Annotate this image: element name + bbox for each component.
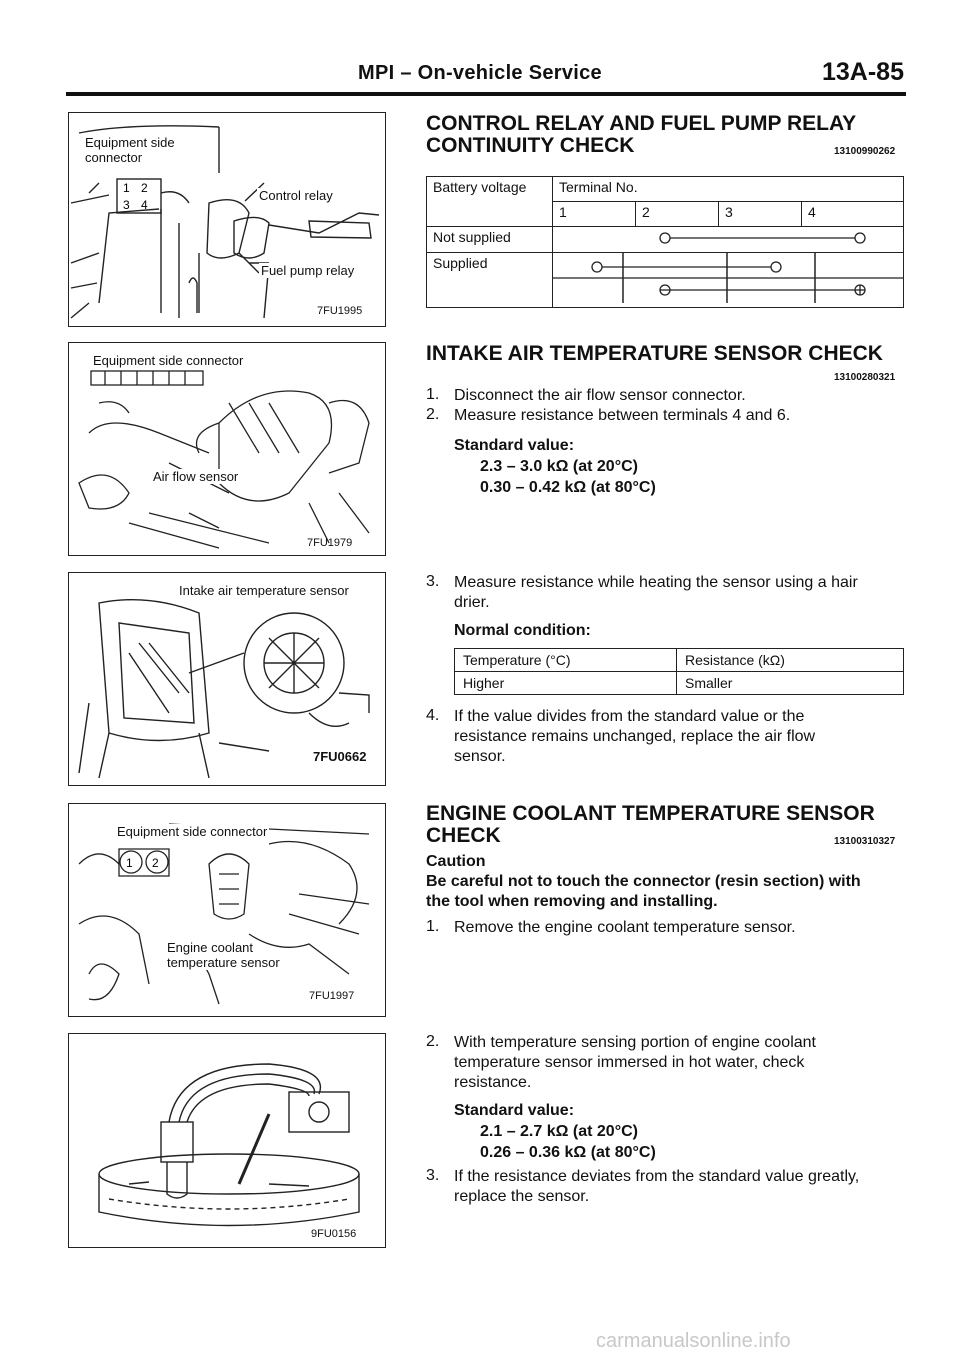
label-engine-coolant: Engine coolant — [167, 940, 254, 955]
coolant-step2-line1: With temperature sensing portion of engine coolant — [454, 1034, 816, 1051]
relay-pin-2: 2 — [141, 181, 148, 195]
label-intake-air-temp-sensor: Intake air temperature sensor — [179, 583, 349, 598]
label-equipment-side-connector: Equipment side connector — [117, 824, 268, 839]
intake-step1-number: 1. — [426, 386, 440, 403]
continuity-not-supplied — [553, 227, 904, 253]
intake-step3-number: 3. — [426, 573, 440, 590]
caution-line1: Be careful not to touch the connector (resin section) with — [426, 873, 861, 890]
figure-sensor-in-water — [68, 1033, 386, 1248]
label-connector: connector — [85, 150, 143, 165]
figure-code: 7FU0662 — [313, 749, 367, 764]
relay-pin-1: 1 — [123, 181, 130, 195]
coolant-step2-line3: resistance. — [454, 1074, 532, 1091]
row-supplied: Supplied — [427, 253, 553, 308]
coolant-step2-number: 2. — [426, 1033, 440, 1050]
intake-step1: Disconnect the air flow sensor connector. — [454, 387, 746, 404]
figure-code: 7FU1997 — [309, 990, 355, 1002]
intake-step3-line1: Measure resistance while heating the sensor using a hair — [454, 574, 858, 591]
label-equipment-side-connector: Equipment side connector — [93, 353, 244, 368]
continuity-2-4-diagram — [553, 227, 903, 249]
label-control-relay: Control relay — [259, 188, 333, 203]
coolant-step3-line2: replace the sensor. — [454, 1188, 590, 1205]
caution-label: Caution — [426, 853, 486, 870]
label-temperature-sensor: temperature sensor — [167, 955, 280, 970]
intake-step4-line3: sensor. — [454, 748, 506, 765]
intake-step4-number: 4. — [426, 707, 440, 724]
figure-code: 7FU1995 — [317, 305, 363, 317]
cell-smaller: Smaller — [677, 672, 904, 695]
intake-standard-label: Standard value: — [454, 437, 575, 454]
coolant-pin-1: 1 — [126, 856, 133, 870]
coolant-step1: Remove the engine coolant temperature sensor. — [454, 919, 796, 936]
page-number: 13A-85 — [822, 58, 904, 86]
watermark: carmanualsonline.info — [596, 1330, 791, 1352]
section-title-relay-line1: CONTROL RELAY AND FUEL PUMP RELAY — [426, 112, 857, 135]
intake-step2-number: 2. — [426, 406, 440, 423]
cell-higher: Higher — [455, 672, 677, 695]
intake-step4-line1: If the value divides from the standard value or the — [454, 708, 805, 725]
terminal-3: 3 — [719, 202, 802, 227]
coolant-standard-80c: 0.26 – 0.36 kΩ (at 80°C) — [480, 1144, 656, 1161]
intake-standard-20c: 2.3 – 3.0 kΩ (at 20°C) — [480, 458, 638, 475]
continuity-supplied-diagram — [553, 253, 903, 303]
terminal-1: 1 — [553, 202, 636, 227]
label-air-flow-sensor: Air flow sensor — [153, 469, 239, 484]
coolant-step1-number: 1. — [426, 918, 440, 935]
coolant-pin-2: 2 — [152, 856, 159, 870]
normal-condition-table — [454, 648, 904, 695]
intake-step4-line2: resistance remains unchanged, replace the air flow — [454, 728, 816, 745]
hot-water-test-illustration — [69, 1034, 385, 1247]
figure-intake-air-temp-sensor — [68, 572, 386, 786]
row-not-supplied: Not supplied — [427, 227, 553, 253]
caution-line2: the tool when removing and installing. — [426, 893, 718, 910]
relay-pin-4: 4 — [141, 198, 148, 212]
coolant-step3-number: 3. — [426, 1167, 440, 1184]
relay-pin-3: 3 — [123, 198, 130, 212]
header-rule — [66, 92, 906, 96]
section-title-intake: INTAKE AIR TEMPERATURE SENSOR CHECK — [426, 342, 883, 365]
figure-relay-location — [68, 112, 386, 327]
header-terminal-no: Terminal No. — [553, 177, 904, 202]
coolant-step2-line2: temperature sensor immersed in hot water, check — [454, 1054, 805, 1071]
figure-coolant-sensor-location — [68, 803, 386, 1017]
section-title-relay-line2: CONTINUITY CHECK — [426, 134, 635, 157]
coolant-step3-line1: If the resistance deviates from the standard value greatly, — [454, 1168, 860, 1185]
section-code-relay: 13100990262 — [834, 146, 896, 157]
intake-step2: Measure resistance between terminals 4 and 6. — [454, 407, 791, 424]
figure-code: 9FU0156 — [311, 1228, 357, 1240]
relay-continuity-table — [426, 176, 904, 308]
section-title-coolant-line1: ENGINE COOLANT TEMPERATURE SENSOR — [426, 802, 875, 825]
terminal-4: 4 — [802, 202, 904, 227]
label-equipment-side: Equipment side — [85, 135, 175, 150]
section-code-coolant: 13100310327 — [834, 836, 896, 847]
label-fuel-pump-relay: Fuel pump relay — [261, 263, 355, 278]
figure-code: 7FU1979 — [307, 537, 353, 549]
terminal-2: 2 — [636, 202, 719, 227]
coolant-standard-20c: 2.1 – 2.7 kΩ (at 20°C) — [480, 1123, 638, 1140]
section-title-coolant-line2: CHECK — [426, 824, 501, 847]
page-header-title: MPI – On-vehicle Service — [358, 62, 602, 84]
intake-step3-line2: drier. — [454, 594, 490, 611]
header-temperature: Temperature (°C) — [455, 649, 677, 672]
coolant-standard-label: Standard value: — [454, 1102, 575, 1119]
normal-condition-label: Normal condition: — [454, 622, 591, 639]
header-battery-voltage: Battery voltage — [427, 177, 553, 227]
header-resistance: Resistance (kΩ) — [677, 649, 904, 672]
continuity-supplied — [553, 253, 904, 308]
air-flow-sensor-illustration — [69, 343, 385, 555]
intake-standard-80c: 0.30 – 0.42 kΩ (at 80°C) — [480, 479, 656, 496]
figure-air-flow-sensor — [68, 342, 386, 556]
section-code-intake: 13100280321 — [834, 372, 896, 383]
